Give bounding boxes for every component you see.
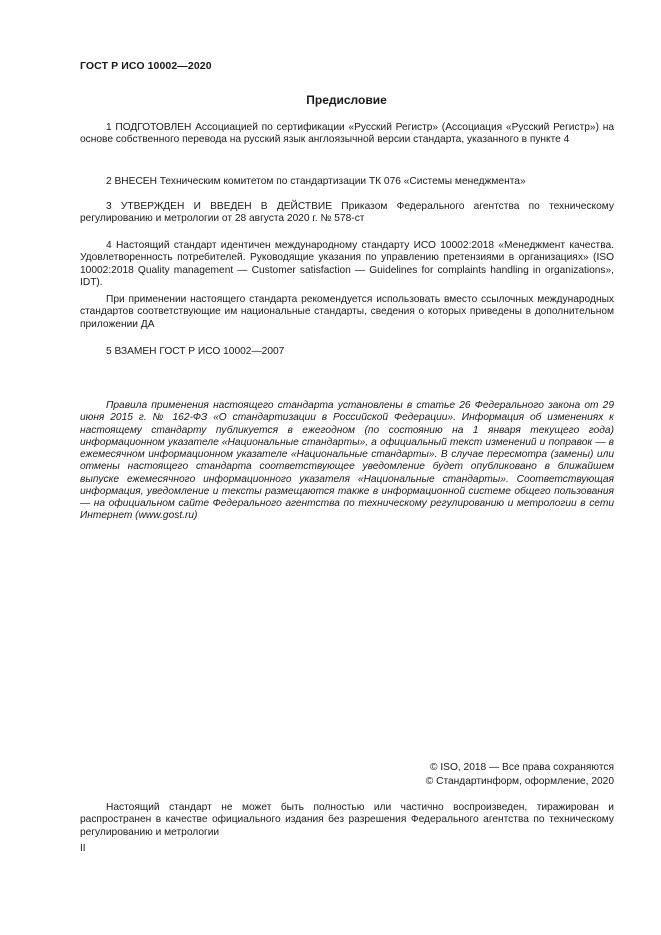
page-number: II	[80, 843, 86, 854]
application-rules-notice: Правила применения настоящего стандарта установлены в статье 26 Федерального закона от 29 июня 2015 г. № 162-ФЗ «О стандартизации в Российской Федерации». Информация об изменениях к настоящему стандарту публикуется в ежегодном (по состоянию на 1 января текущего года) информационном указателе «Национальные стандарты», а официальный текст изменений и поправок — в ежемесячном информационном указателе «Национальные стандарты». В случае пересмотра (замены) или отмены настоящего стандарта соответствующее уведомление будет опубликовано в ближайшем выпуске ежемесячного информационного указателя «Национальные стандарты». Соответствующая информация, уведомление и тексты размещаются также в информационной системе общего пользования — на официальном сайте Федерального агентства по техническому регулированию и метрологии в сети Интернет (www.gost.ru)	[80, 400, 614, 522]
paragraph-submitted-by: 2 ВНЕСЕН Техническим комитетом по стандартизации ТК 076 «Системы менеджмента»	[106, 176, 526, 187]
copyright-iso: © ISO, 2018 — Все права сохраняются	[430, 762, 614, 773]
paragraph-identical-standard: 4 Настоящий стандарт идентичен международному стандарту ИСО 10002:2018 «Менеджмент качества. Удовлетворенность потребителей. Руководящие указания по управлению претензиями в организациях» (ISO 10002:2018 Quality management — Customer satisfaction — Guidelines for complaints handling in organizations», IDT).	[80, 240, 614, 288]
reproduction-notice: Настоящий стандарт не может быть полностью или частично воспроизведен, тиражирован и распространен в качестве официального издания без разрешения Федерального агентства по техническому регулированию и метрологии	[80, 802, 614, 838]
document-code: ГОСТ Р ИСО 10002—2020	[80, 60, 212, 72]
paragraph-prepared-by: 1 ПОДГОТОВЛЕН Ассоциацией по сертификации «Русский Регистр» (Ассоциация «Русский Регистр») на основе собственного перевода на русский язык англоязычной версии стандарта, указанного в пункте 4	[80, 122, 614, 146]
paragraph-approved: 3 УТВЕРЖДЕН И ВВЕДЕН В ДЕЙСТВИЕ Приказом Федерального агентства по техническому регулированию и метрологии от 28 августа 2020 г. № 578-ст	[80, 201, 614, 225]
paragraph-replaces: 5 ВЗАМЕН ГОСТ Р ИСО 10002—2007	[106, 346, 285, 357]
copyright-standartinform: © Стандартинформ, оформление, 2020	[425, 776, 614, 787]
page-title: Предисловие	[306, 93, 387, 107]
paragraph-reference-note: При применении настоящего стандарта рекомендуется использовать вместо ссылочных международных стандартов соответствующие им национальные стандарты, сведения о которых приведены в дополнительном приложении ДА	[80, 294, 614, 330]
